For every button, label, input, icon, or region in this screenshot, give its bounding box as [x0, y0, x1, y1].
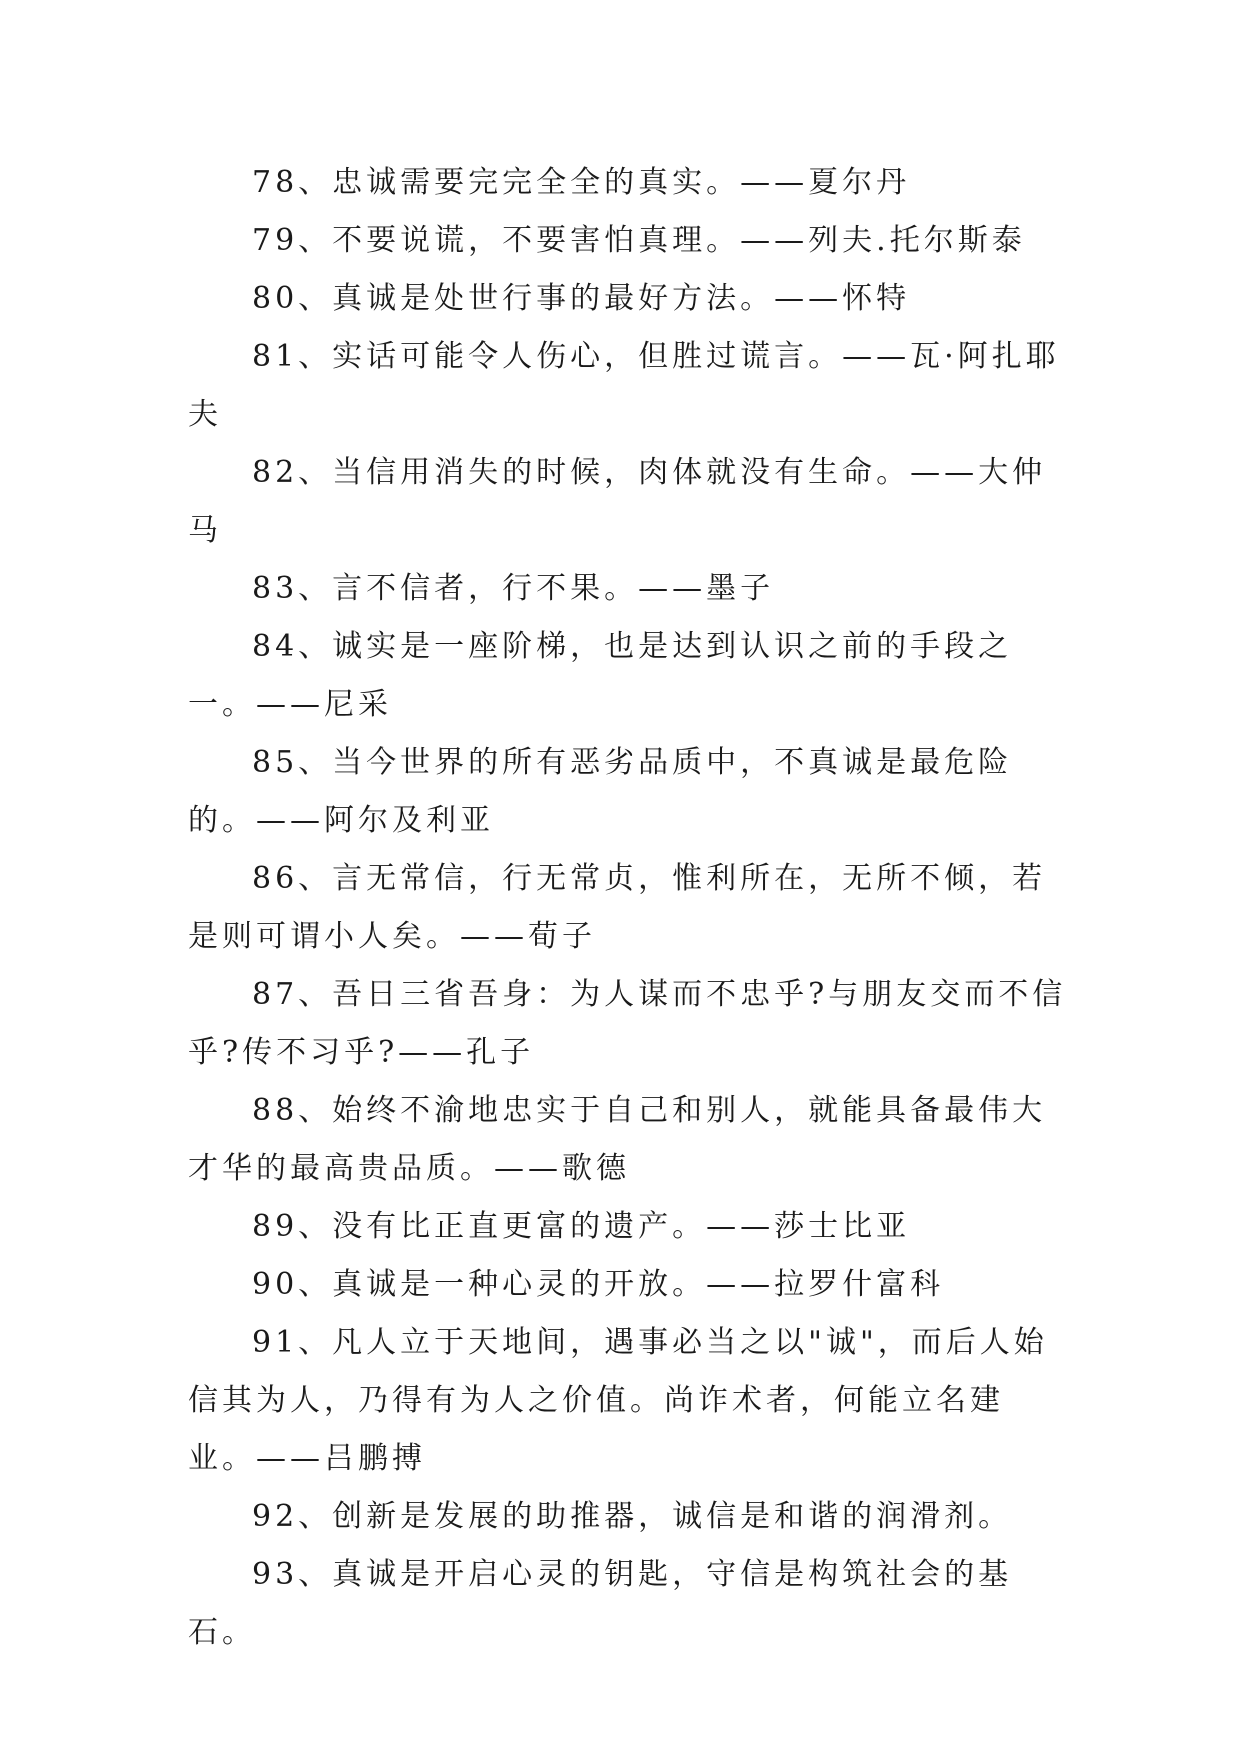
quote-81: 81、实话可能令人伤心，但胜过谎言。——瓦·阿扎耶夫 [188, 339, 1060, 432]
quote-85: 85、当今世界的所有恶劣品质中，不真诚是最危险的。——阿尔及利亚 [188, 745, 1013, 838]
quote-91: 91、凡人立于天地间，遇事必当之以"诚"，而后人始信其为人，乃得有为人之价值。尚诈术者，何能立名建业。——吕鹏搏 [188, 1325, 1048, 1476]
quote-86: 86、言无常信，行无常贞，惟利所在，无所不倾，若是则可谓小人矣。——荀子 [188, 861, 1047, 954]
quote-92: 92、创新是发展的助推器，诚信是和谐的润滑剂。 [252, 1499, 1013, 1534]
quote-80: 80、真诚是处世行事的最好方法。——怀特 [252, 281, 911, 316]
quote-87: 87、吾日三省吾身：为人谋而不忠乎?与朋友交而不信乎?传不习乎?——孔子 [188, 977, 1067, 1070]
quote-90: 90、真诚是一种心灵的开放。——拉罗什富科 [252, 1267, 945, 1302]
quote-88: 88、始终不渝地忠实于自己和别人，就能具备最伟大才华的最高贵品质。——歌德 [188, 1093, 1047, 1186]
quote-82: 82、当信用消失的时候，肉体就没有生命。——大仲马 [188, 455, 1047, 548]
quote-89: 89、没有比正直更富的遗产。——莎士比亚 [252, 1209, 911, 1244]
quote-93: 93、真诚是开启心灵的钥匙，守信是构筑社会的基石。 [188, 1557, 1013, 1650]
quote-78: 78、忠诚需要完完全全的真实。——夏尔丹 [252, 165, 911, 200]
quote-79: 79、不要说谎，不要害怕真理。——列夫.托尔斯泰 [252, 223, 1026, 258]
quote-83: 83、言不信者，行不果。——墨子 [252, 571, 775, 606]
quote-list [188, 154, 1068, 1662]
quote-84: 84、诚实是一座阶梯，也是达到认识之前的手段之一。——尼采 [188, 629, 1013, 722]
